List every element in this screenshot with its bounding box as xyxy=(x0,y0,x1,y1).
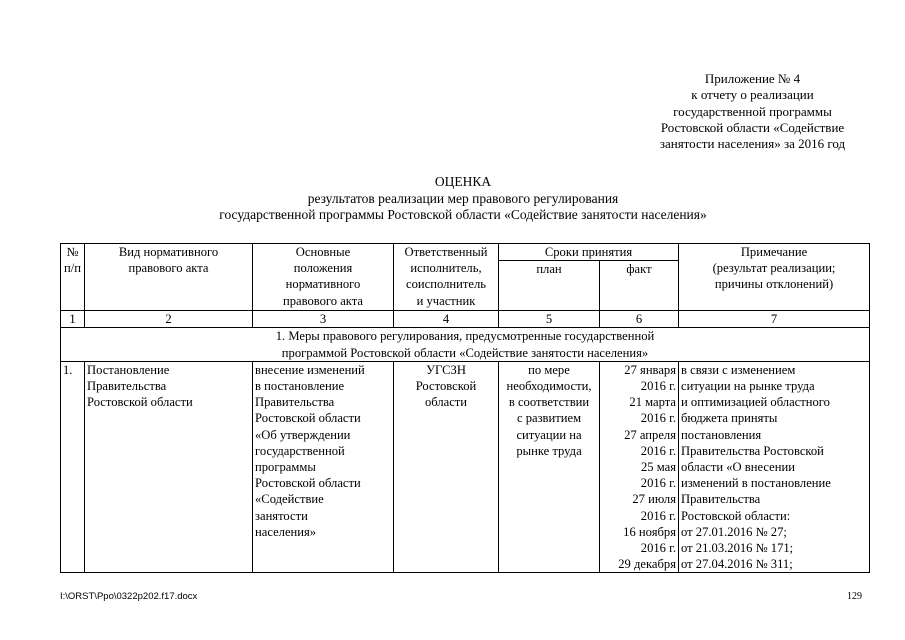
col-number: 7 xyxy=(679,311,870,328)
header-num: № п/п xyxy=(61,244,85,311)
header-responsible: Ответственный исполнитель, соисполнитель и участник xyxy=(394,244,499,311)
col-number: 3 xyxy=(253,311,394,328)
row-plan: по мере необходимости, в соответствии с развитием ситуации на рынке труда xyxy=(499,361,600,573)
col-number: 4 xyxy=(394,311,499,328)
header-act-type: Вид нормативного правового акта xyxy=(85,244,253,311)
header-row xyxy=(61,244,870,261)
row-num: 1. xyxy=(61,361,85,573)
document-title xyxy=(0,174,905,224)
row-responsible: УГСЗН Ростовской области xyxy=(394,361,499,573)
row-provisions: внесение изменений в постановление Правительства Ростовской области «Об утверждении государственной программы Ростовской области «Содействие занятости населения» xyxy=(253,361,394,573)
annex-line: к отчету о реализации xyxy=(691,87,814,103)
page-number: 129 xyxy=(847,591,862,602)
assessment-table xyxy=(60,243,870,573)
annex-line: государственной программы xyxy=(673,103,832,119)
header-fact: факт xyxy=(600,261,679,311)
header-plan: план xyxy=(499,261,600,311)
title-main: ОЦЕНКА xyxy=(434,174,492,189)
row-act-type: Постановление Правительства Ростовской области xyxy=(85,361,253,573)
header-provisions: Основные положения нормативного правового акта xyxy=(253,244,394,311)
annex-line: Приложение № 4 xyxy=(704,71,801,86)
section-heading: 1. Меры правового регулирования, предусмотренные государственной программой Ростовской области «Содействие занятости населения» xyxy=(61,328,870,361)
table-row xyxy=(61,361,870,573)
annex-line: занятости населения» за 2016 год xyxy=(659,136,846,152)
col-number: 6 xyxy=(600,311,679,328)
col-number: 2 xyxy=(85,311,253,328)
header-note: Примечание (результат реализации; причины отклонений) xyxy=(679,244,870,311)
header-deadlines: Сроки принятия xyxy=(499,244,679,261)
section-row xyxy=(61,328,870,361)
annex-header xyxy=(600,71,905,152)
title-line: государственной программы Ростовской области «Содействие занятости населения» xyxy=(219,207,707,222)
column-number-row xyxy=(61,311,870,328)
footer-file-path: I:\ORST\Ppo\0322p202.f17.docx xyxy=(60,591,198,602)
title-line: результатов реализации мер правового регулирования xyxy=(307,190,619,206)
annex-line: Ростовской области «Содействие xyxy=(660,119,845,135)
col-number: 1 xyxy=(61,311,85,328)
col-number: 5 xyxy=(499,311,600,328)
row-fact: 27 января 2016 г. 21 марта 2016 г. 27 апреля 2016 г. 25 мая 2016 г. 27 июля 2016 г. 16 ноября 2016 г. 29 декабря xyxy=(600,361,679,573)
row-note: в связи с изменением ситуации на рынке труда и оптимизацией областного бюджета приняты постановления Правительства Ростовской области «О внесении изменений в постановление Правительства Ростовской области: от 27.01.2016 № 27; от 21.03.2016 № 171; от 27.04.2016 № 311; xyxy=(679,361,870,573)
